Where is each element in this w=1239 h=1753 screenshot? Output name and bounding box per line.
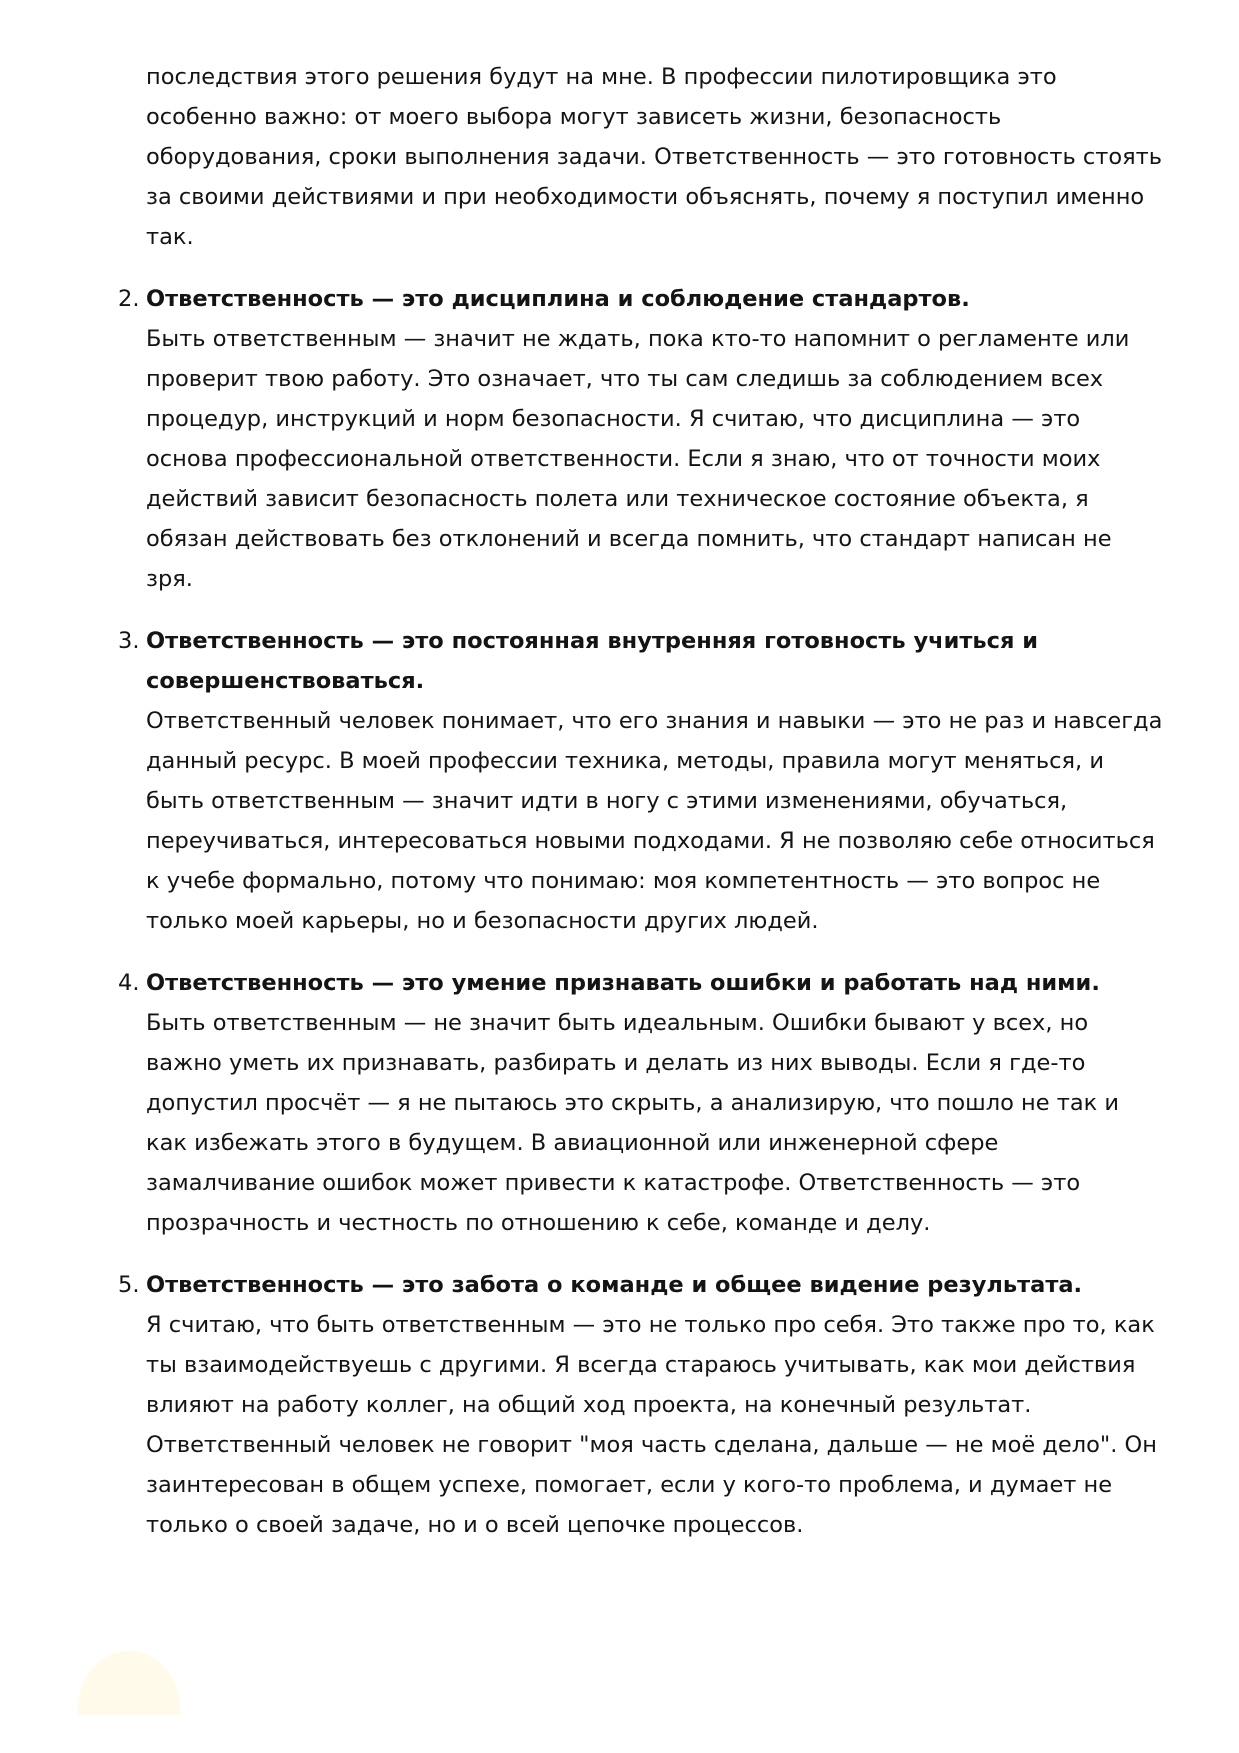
item-title: Ответственность — это постоянная внутренняя готовность учиться и совершенствоваться. <box>146 628 1039 694</box>
list-item <box>118 279 1164 599</box>
item-title: Ответственность — это умение признавать ошибки и работать над ними. <box>146 970 1100 996</box>
list-item <box>118 1265 1164 1545</box>
numbered-list <box>118 279 1164 1545</box>
item-text: Быть ответственным — не значит быть идеальным. Ошибки бывают у всех, но важно уметь их признавать, разбирать и делать из них выводы. Если я где-то допустил просчёт — я не пытаюсь это скрыть, а анализирую, что пошло не так и как избежать этого в будущем. В авиационной или инженерной сфере замалчивание ошибок может привести к катастрофе. Ответственность — это прозрачность и честность по отношению к себе, команде и делу. <box>146 1010 1120 1236</box>
intro-paragraph: последствия этого решения будут на мне. В профессии пилотировщика это особенно важно: от моего выбора могут зависеть жизни, безопасность оборудования, сроки выполнения задачи. Ответственность — это готовность стоять за своими действиями и при необходимости объяснять, почему я поступил именно так. <box>146 64 1163 250</box>
item-number: 2. <box>118 286 140 312</box>
item-number: 3. <box>118 628 140 654</box>
item-number: 5. <box>118 1272 140 1298</box>
item-title: Ответственность — это забота о команде и общее видение результата. <box>146 1272 1083 1298</box>
list-item <box>118 621 1164 941</box>
item-text: Быть ответственным — значит не ждать, пока кто-то напомнит о регламенте или проверит твою работу. Это означает, что ты сам следишь за соблюдением всех процедур, инструкций и норм безопасности. Я считаю, что дисциплина — это основа профессиональной ответственности. Если я знаю, что от точности моих действий зависит безопасность полета или техническое состояние объекта, я обязан действовать без отклонений и всегда помнить, что стандарт написан не зря. <box>146 326 1130 592</box>
item-number: 4. <box>118 970 140 996</box>
item-title: Ответственность — это дисциплина и соблюдение стандартов. <box>146 286 970 312</box>
decorative-shape <box>78 1651 180 1715</box>
document-body <box>118 57 1164 1567</box>
item-text: Ответственный человек понимает, что его знания и навыки — это не раз и навсегда данный ресурс. В моей профессии техника, методы, правила могут меняться, и быть ответственным — значит идти в ногу с этими изменениями, обучаться, переучиваться, интересоваться новыми подходами. Я не позволяю себе относиться к учебе формально, потому что понимаю: моя компетентность — это вопрос не только моей карьеры, но и безопасности других людей. <box>146 708 1163 934</box>
list-item <box>118 963 1164 1243</box>
item-text: Я считаю, что быть ответственным — это не только про себя. Это также про то, как ты взаимодействуешь с другими. Я всегда стараюсь учитывать, как мои действия влияют на работу коллег, на общий ход проекта, на конечный результат. Ответственный человек не говорит "моя часть сделана, дальше — не моё дело". Он заинтересован в общем успехе, помогает, если у кого-то проблема, и думает не только о своей задаче, но и о всей цепочке процессов. <box>146 1312 1157 1538</box>
